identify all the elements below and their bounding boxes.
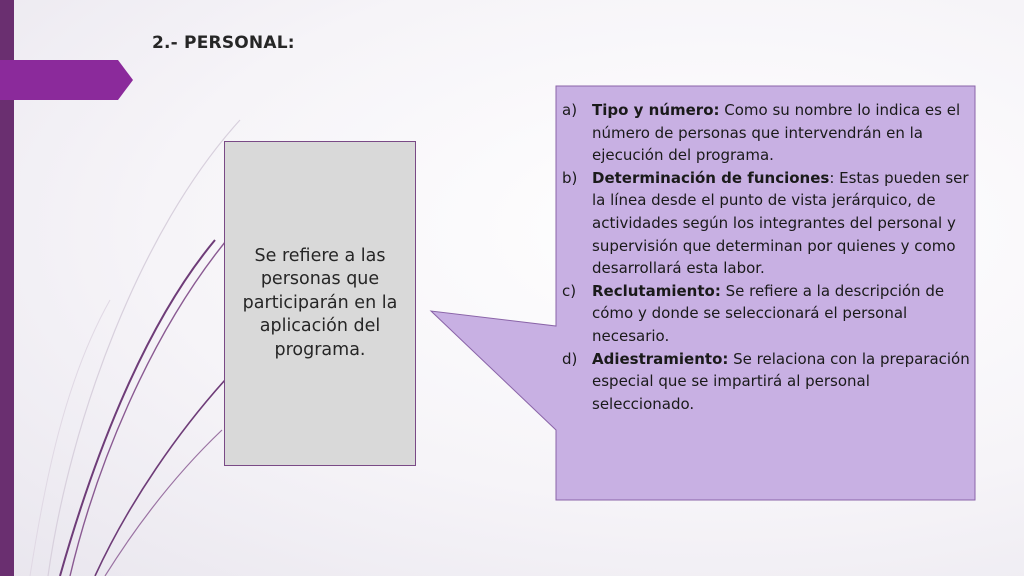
item-text: Se relaciona con la preparación especial que se impartirá al personal seleccionado. <box>592 349 970 413</box>
list-item-determinacion-funciones <box>562 167 970 280</box>
item-term: Determinación de funciones <box>592 168 830 187</box>
definition-text: Se refiere a las personas que participarán en la aplicación del programa. <box>242 245 398 360</box>
item-text: : Estas pueden ser la línea desde el punto de vista jerárquico, de actividades según los integrantes del personal y supervisión que determinan por quienes y como desarrollará esta labor. <box>592 168 969 278</box>
list-item-tipo-numero <box>562 99 970 167</box>
item-letter: b) <box>562 168 578 187</box>
item-text: Se refiere a la descripción de cómo y donde se seleccionará el personal necesario. <box>592 281 945 345</box>
list-item-reclutamiento <box>562 280 970 348</box>
item-letter: d) <box>562 349 578 368</box>
item-text: Como su nombre lo indica es el número de personas que intervendrán en la ejecución del programa. <box>592 101 961 165</box>
item-term: Adiestramiento: <box>592 349 729 368</box>
slide-title: 2.- PERSONAL: <box>152 33 295 53</box>
list-item-adiestramiento <box>562 348 970 416</box>
callout-list <box>562 99 970 415</box>
item-letter: c) <box>562 281 577 300</box>
item-term: Tipo y número: <box>592 101 720 119</box>
item-letter: a) <box>562 101 578 119</box>
item-term: Reclutamiento: <box>592 281 721 300</box>
